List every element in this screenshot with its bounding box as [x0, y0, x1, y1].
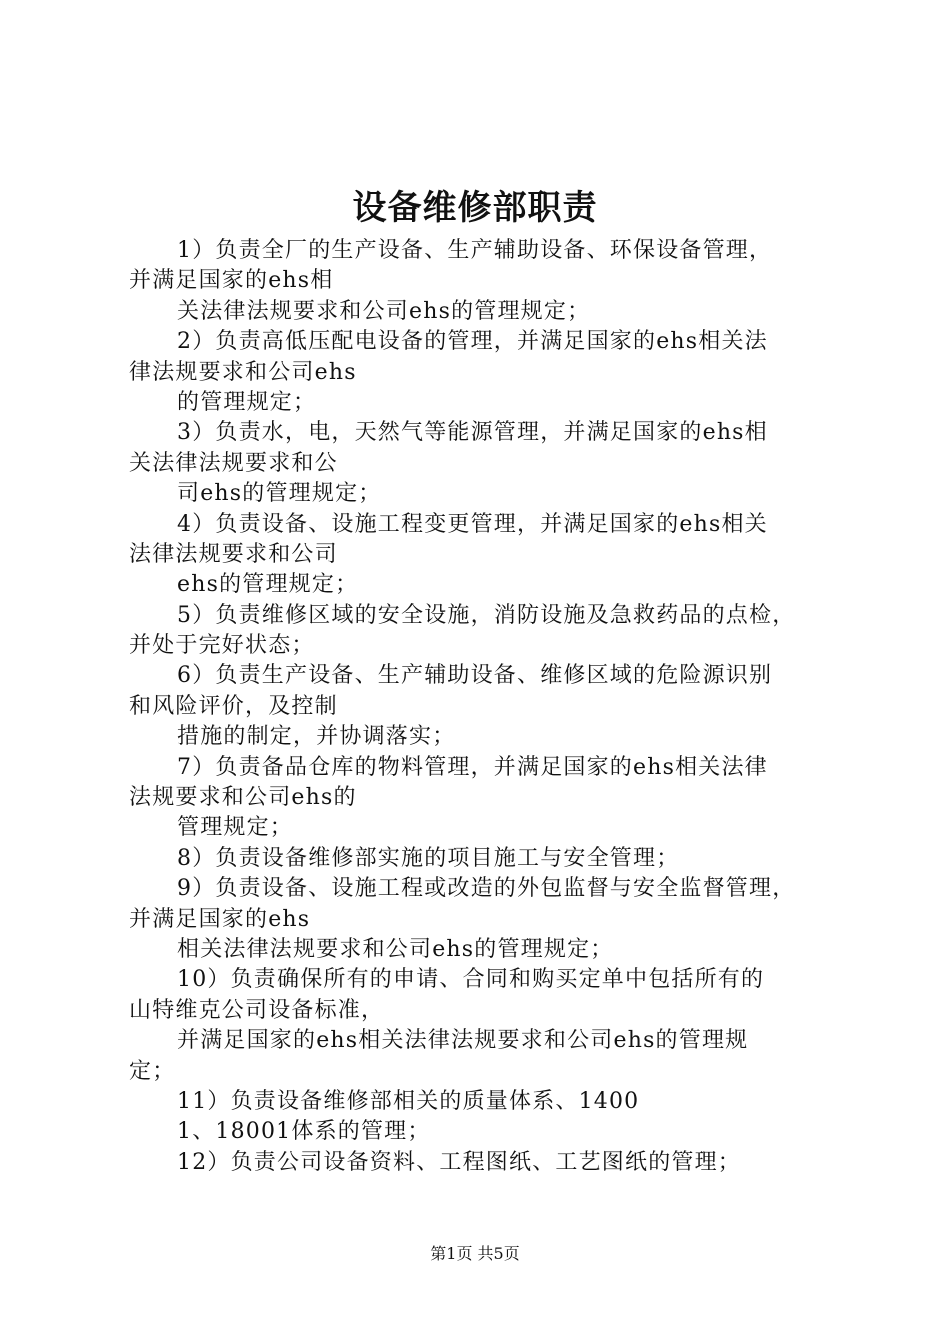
- document-body: [129, 236, 849, 1178]
- text-line: 关法律法规要求和公: [129, 450, 338, 476]
- text-line: 律法规要求和公司ehs: [129, 359, 357, 385]
- text-line: 6）负责生产设备、生产辅助设备、维修区域的危险源识别: [177, 663, 773, 689]
- text-line: 1、18001体系的管理；: [177, 1119, 431, 1145]
- text-line: 5）负责维修区域的安全设施，消防设施及急救药品的点检，: [177, 602, 796, 628]
- text-line: 定；: [129, 1058, 176, 1084]
- text-line: 11）负责设备维修部相关的质量体系、1400: [177, 1088, 640, 1114]
- text-line: 10）负责确保所有的申请、合同和购买定单中包括所有的: [177, 967, 765, 993]
- text-line: 法规要求和公司ehs的: [129, 785, 357, 811]
- text-line: 12）负责公司设备资料、工程图纸、工艺图纸的管理；: [177, 1149, 741, 1175]
- text-line: ehs的管理规定；: [177, 572, 359, 598]
- text-line: 相关法律法规要求和公司ehs的管理规定；: [177, 936, 614, 962]
- text-line: 司ehs的管理规定；: [177, 481, 382, 507]
- text-line: 管理规定；: [177, 815, 294, 841]
- text-line: 7）负责备品仓库的物料管理，并满足国家的ehs相关法律: [177, 754, 768, 780]
- text-line: 和风险评价，及控制: [129, 693, 338, 719]
- text-line: 措施的制定，并协调落实；: [177, 724, 456, 750]
- text-line: 山特维克公司设备标准，: [129, 997, 385, 1023]
- document-title: 设备维修部职责: [352, 188, 598, 228]
- text-line: 9）负责设备、设施工程或改造的外包监督与安全监督管理，: [177, 876, 796, 902]
- text-line: 法律法规要求和公司: [129, 541, 338, 567]
- text-line: 并满足国家的ehs: [129, 906, 311, 932]
- text-line: 2）负责高低压配电设备的管理，并满足国家的ehs相关法: [177, 329, 768, 355]
- text-line: 并处于完好状态；: [129, 633, 315, 659]
- text-line: 1）负责全厂的生产设备、生产辅助设备、环保设备管理，: [177, 238, 773, 263]
- text-line: 4）负责设备、设施工程变更管理，并满足国家的ehs相关: [177, 511, 768, 537]
- text-line: 并满足国家的ehs相: [129, 268, 334, 294]
- text-line: 关法律法规要求和公司ehs的管理规定；: [177, 298, 591, 324]
- text-line: 8）负责设备维修部实施的项目施工与安全管理；: [177, 845, 680, 871]
- text-line: 3）负责水，电，天然气等能源管理，并满足国家的ehs相: [177, 420, 768, 446]
- text-line: 的管理规定；: [177, 389, 317, 415]
- page-footer: 第1页 共5页: [430, 1244, 520, 1263]
- text-line: 并满足国家的ehs相关法律法规要求和公司ehs的管理规: [177, 1028, 749, 1054]
